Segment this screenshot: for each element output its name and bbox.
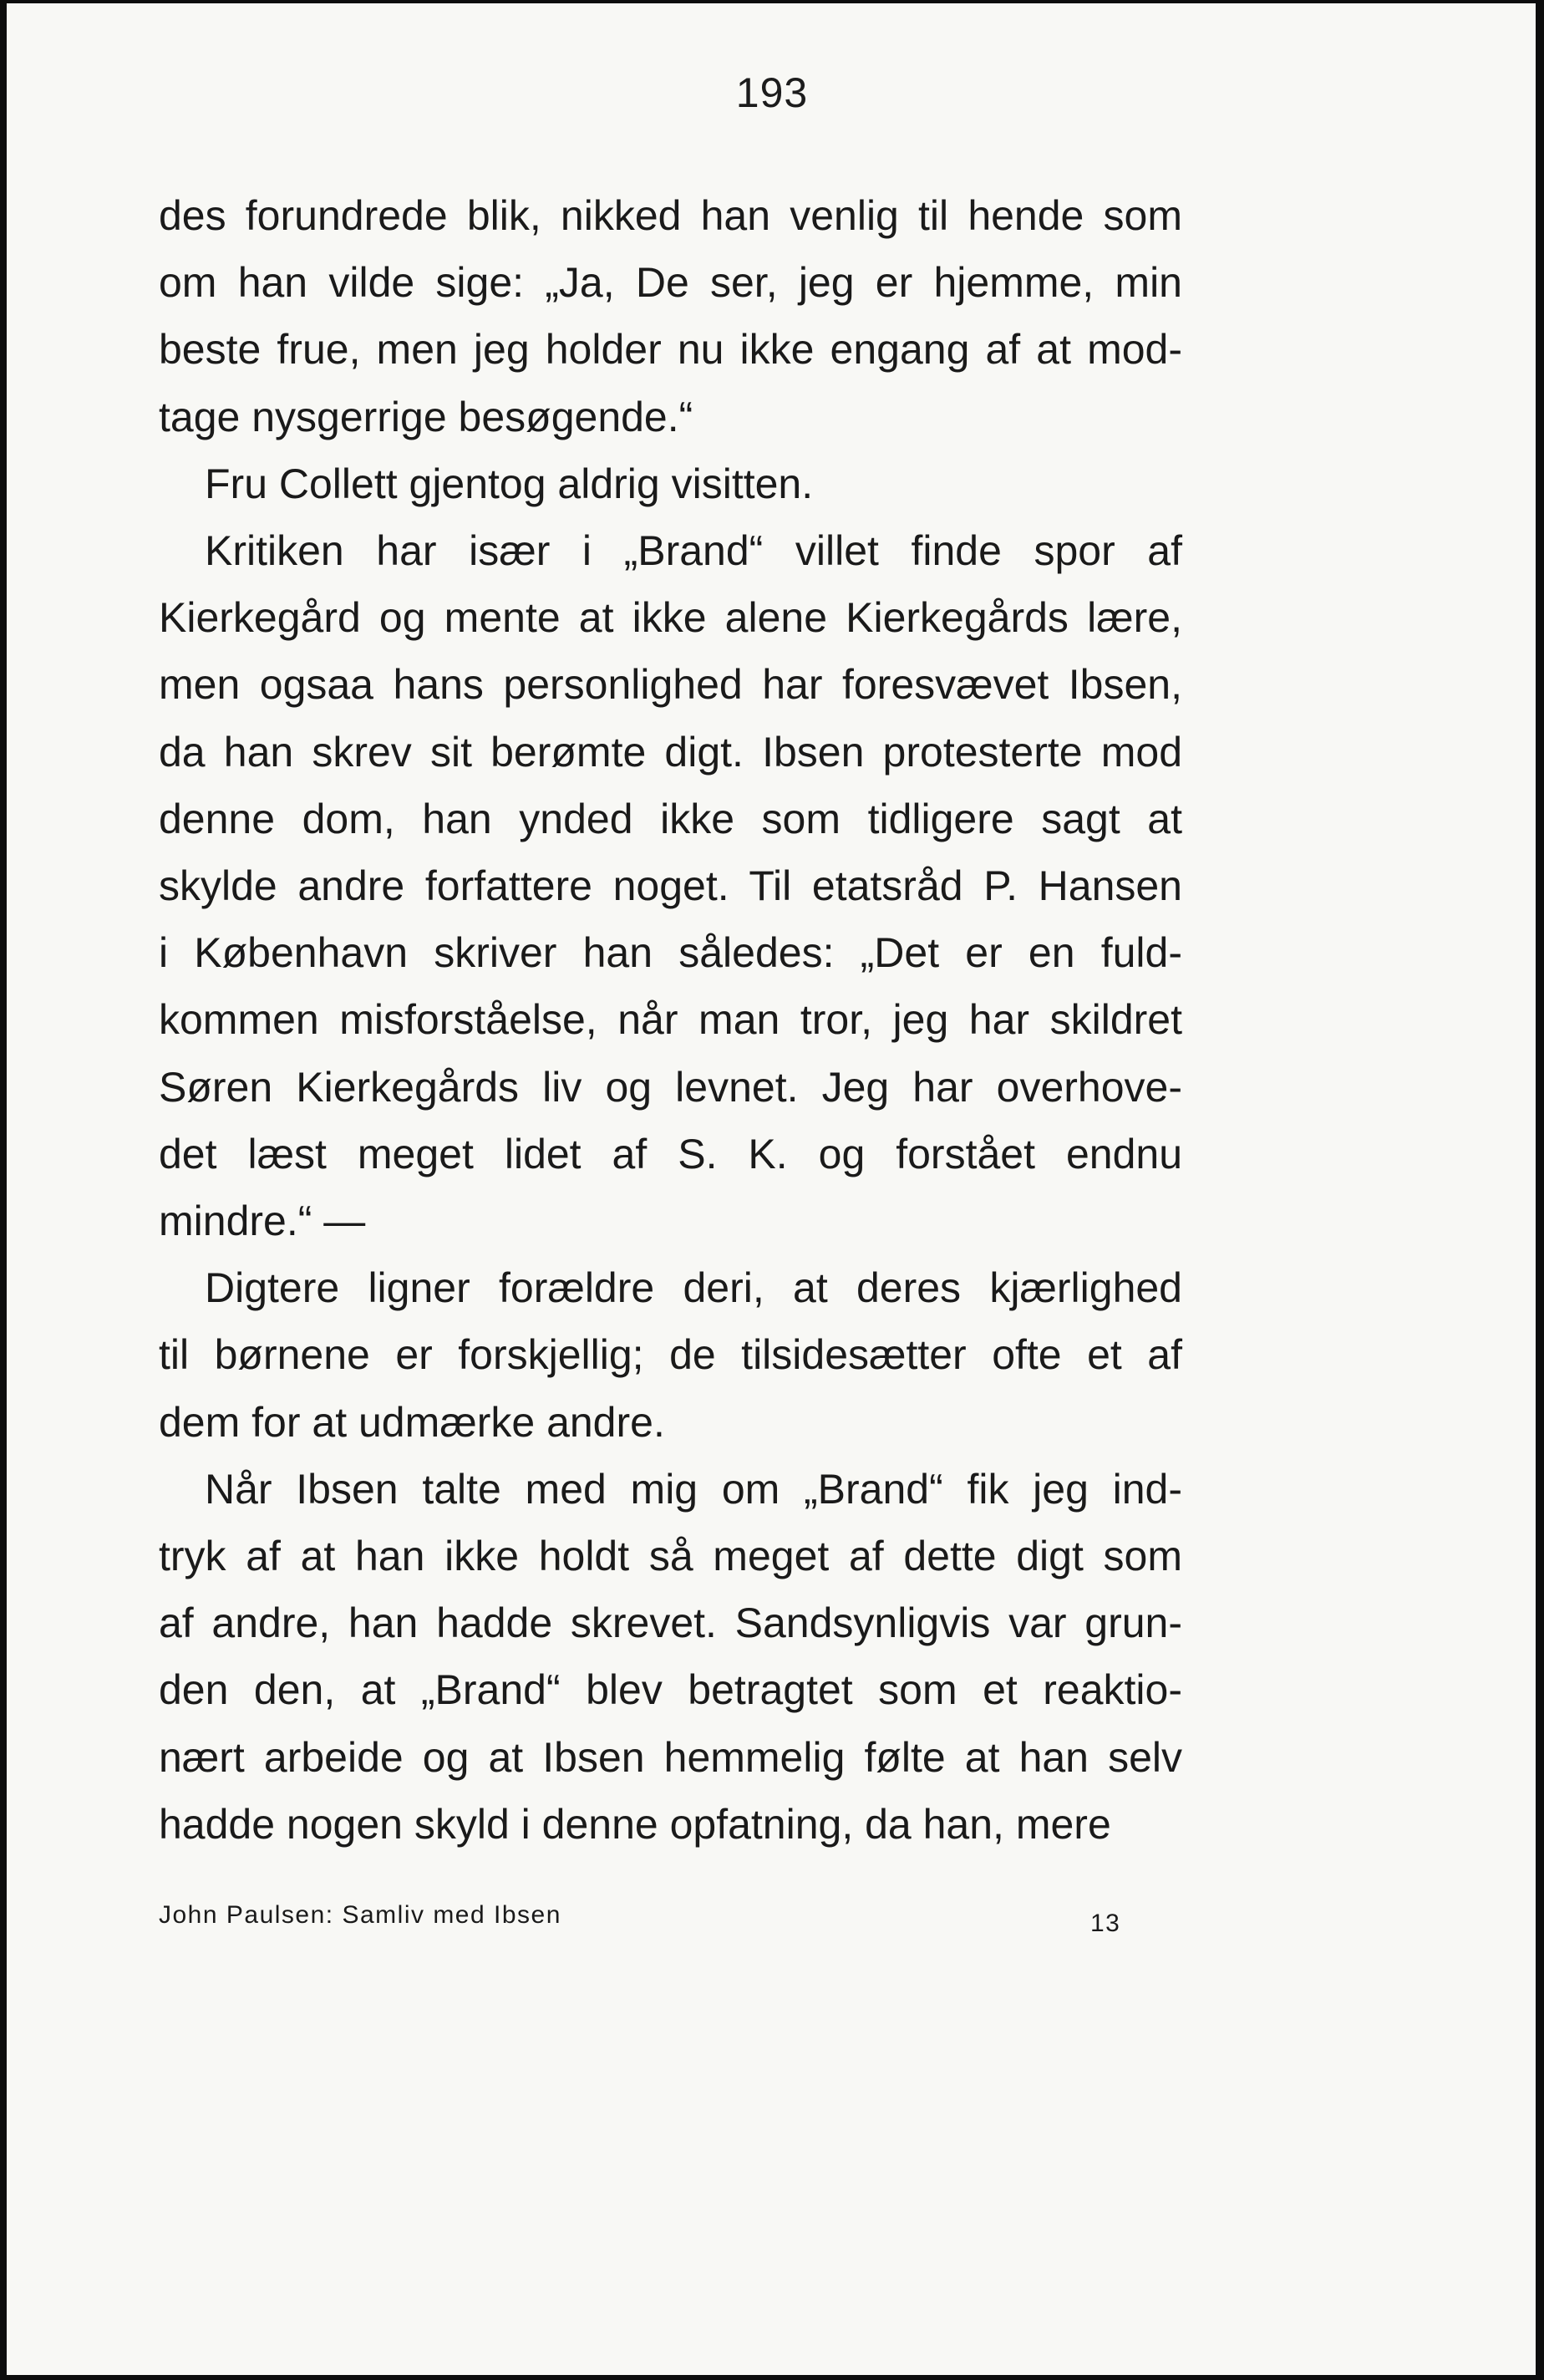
page-footer xyxy=(159,1901,1121,1937)
text-line: i København skriver han således: „Det er en fuld- xyxy=(159,929,1182,977)
text-line: denne dom, han ynded ikke som tidligere sagt at xyxy=(159,795,1182,842)
text-line: Søren Kierkegårds liv og levnet. Jeg har overhove- xyxy=(159,1063,1182,1111)
text-line: Fru Collett gjentog aldrig visitten. xyxy=(205,460,814,507)
text-line: tage nysgerrige besøgende.“ xyxy=(159,393,693,440)
paragraph xyxy=(159,450,1182,517)
page-number: 193 xyxy=(735,69,809,116)
signature-mark: 13 xyxy=(1090,1910,1121,1937)
text-line: af andre, han hadde skrevet. Sandsynligvis var grun- xyxy=(159,1599,1182,1647)
text-line: Kritiken har især i „Brand“ villet finde spor af xyxy=(205,527,1182,575)
paragraph xyxy=(159,1254,1182,1456)
text-line: om han vilde sige: „Ja, De ser, jeg er hjemme, min xyxy=(159,259,1182,307)
text-line: kommen misforståelse, når man tror, jeg har skildret xyxy=(159,996,1182,1044)
text-line: Når Ibsen talte med mig om „Brand“ fik jeg ind- xyxy=(205,1465,1182,1513)
text-line: Digtere ligner forældre deri, at deres kjærlighed xyxy=(205,1264,1182,1312)
text-line: nært arbeide og at Ibsen hemmelig følte at han selv xyxy=(159,1733,1182,1781)
text-line: des forundrede blik, nikked han venlig til hende som xyxy=(159,192,1182,239)
text-line: det læst meget lidet af S. K. og forstået endnu xyxy=(159,1130,1182,1177)
text-line: men ogsaa hans personlighed har foresvævet Ibsen, xyxy=(159,661,1182,709)
paragraph xyxy=(159,182,1182,450)
text-line: mindre.“ — xyxy=(159,1198,366,1245)
text-line: den den, at „Brand“ blev betragtet som et reaktio- xyxy=(159,1666,1182,1714)
body-text xyxy=(159,182,1182,1858)
paragraph xyxy=(159,517,1182,1254)
text-line: beste frue, men jeg holder nu ikke engang af at mod- xyxy=(159,326,1182,374)
text-line: skylde andre forfattere noget. Til etatsråd P. Hansen xyxy=(159,862,1182,910)
text-line: da han skrev sit berømte digt. Ibsen protesterte mod xyxy=(159,728,1182,776)
paragraph xyxy=(159,1456,1182,1858)
text-line: hadde nogen skyld i denne opfatning, da han, mere xyxy=(159,1800,1111,1848)
text-line: tryk af at han ikke holdt så meget af dette digt som xyxy=(159,1533,1182,1580)
text-line: til børnene er forskjellig; de tilsidesætter ofte et af xyxy=(159,1331,1182,1379)
text-line: dem for at udmærke andre. xyxy=(159,1398,665,1446)
text-line: Kierkegård og mente at ikke alene Kierkegårds lære, xyxy=(159,594,1182,642)
running-title: John Paulsen: Samliv med Ibsen xyxy=(159,1901,561,1929)
